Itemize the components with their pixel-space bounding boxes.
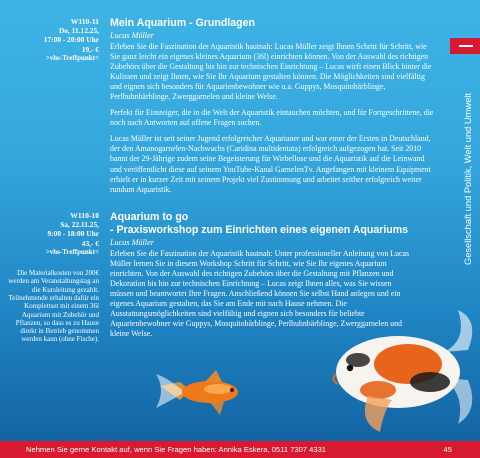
course-title-line2: - Praxisworkshop zum Einrichten eines eigenen Aquariums <box>110 224 409 236</box>
course-meta-w110-11 <box>8 17 99 63</box>
course-price: 19,- € <box>81 44 99 54</box>
course-section-grundlagen <box>110 17 438 201</box>
course-title: Mein Aquarium - Grundlagen <box>110 17 255 29</box>
material-cost-note: Die Materialkosten von 200€ werden am Veranstaltungstag an die Kursleitung gezahlt. Teilnehmende erhalten dafür ein Komplettset mit einem 36l Aquarium mit Zubehör und Pflanzen, so dass es zu Hause direkt in Betrieb genommen werden kann (ohne Fische). <box>8 269 99 344</box>
footer-contact-text: Nehmen Sie gerne Kontakt auf, wenn Sie Fragen haben: Annika Eskera, 0511 7307 4331 <box>26 445 327 454</box>
footer-bar <box>0 441 480 458</box>
venue-link[interactable]: >vhs-Treffpunkt< <box>45 53 99 62</box>
koi-illustration <box>318 300 480 440</box>
category-label-vertical: Gesellschaft und Politik, Welt und Umwelt <box>463 93 473 265</box>
course-date: Do, 11.12.25, <box>58 26 99 36</box>
venue-link[interactable]: >vhs-Treffpunkt< <box>45 247 99 256</box>
course-price: 43,- € <box>81 238 99 248</box>
course-description: Perfekt für Einsteiger, die in die Welt der Aquaristik eintauchen möchten, und für Fortgeschrittene, die noch nach Antworten auf offene Fragen suchen. <box>110 108 434 128</box>
course-time: 17:00 - 20:00 Uhr <box>43 35 99 45</box>
course-description: Lucas Müller ist seit seiner Jugend erfolgreicher Aquarianer und war einer der Ersten in Deutschland, der den Amanogarnelen-Nachwuchs (Caridina multidentata) erfolgreich aufgezogen hat. Seit 2010 bannt der 29-Jährige zudem seine Begeisterung für Wirbellose und die Aquaristik auf die Leinwand und veröffentlicht diese auf seinem YouTube-Kanal GarnelenTv. Angefangen mit kleinem Equipment erhielt er in kurzer Zeit mit seinem Projekt viel Zustimmung und arbeitet seither erfolgreich weiter rundum Aquaristik. <box>110 134 431 194</box>
course-description: Erleben Sie die Faszination der Aquaristik hautnah: Unter professioneller Anleitung von Lucas Müller lernen Sie in diesem Workshop Schritt für Schritt, wie Sie Ihr eigenes Aquarium einrichten. Von der Auswahl des richtigen Zubehörs über die Gestaltung mit Pflanzen und Dekoration bis hin zur technischen Einrichtung – Lucas zeigt Ihnen alles, was Sie wissen müssen und beantwortet Ihre Fragen. Anschließend können Sie selbst Hand anlegen und ein eigenes Aquarium gestalten, das Sie am Ende mit nach Hause nehmen. Die Ausstattungsmöglichkeiten sind vielfältig und eignen sich besonders für beliebte Aquarienbewohner wie Guppys, Mosquitobärblinge, Perlhuhnbärblinge, Zwerggarnelen und kleine Welse. <box>110 249 410 339</box>
course-date: Sa, 22.11.25, <box>60 220 99 230</box>
course-title <box>110 211 438 237</box>
course-author: Lucas Müller <box>110 238 154 247</box>
course-description: Erleben Sie die Faszination der Aquaristik hautnah: Lucas Müller zeigt Ihnen Schritt für Schritt, wie Sie ganz leicht ein eigenes kleines Aquarium (36l) einrichten können. Von der Auswahl des richtigen Zubehörs über die Gestaltung bis hin zur technischen Einrichtung – Lucas wirft einen Blick hinter die Kulissen und zeigt Ihnen, wie Sie Ihr Aquarium gestalten können. Die Möglichkeiten sind vielfältig und eignen sich besonders für Aquarienbewohner wie u.a. Guppys, Mosquitobärblinge, Perlhuhnbärblinge, Zwerggarnelen und kleine Welse. <box>110 42 432 102</box>
course-code: W110-11 <box>70 17 99 26</box>
course-meta-w110-10 <box>8 211 99 344</box>
minus-icon <box>450 38 480 54</box>
course-title-line1: Aquarium to go <box>110 211 189 223</box>
course-author: Lucas Müller <box>110 31 154 40</box>
page-number: 45 <box>443 445 452 454</box>
course-time: 9:00 - 18:00 Uhr <box>47 229 99 239</box>
goldfish-illustration <box>150 360 260 420</box>
course-code: W110-10 <box>70 211 99 220</box>
